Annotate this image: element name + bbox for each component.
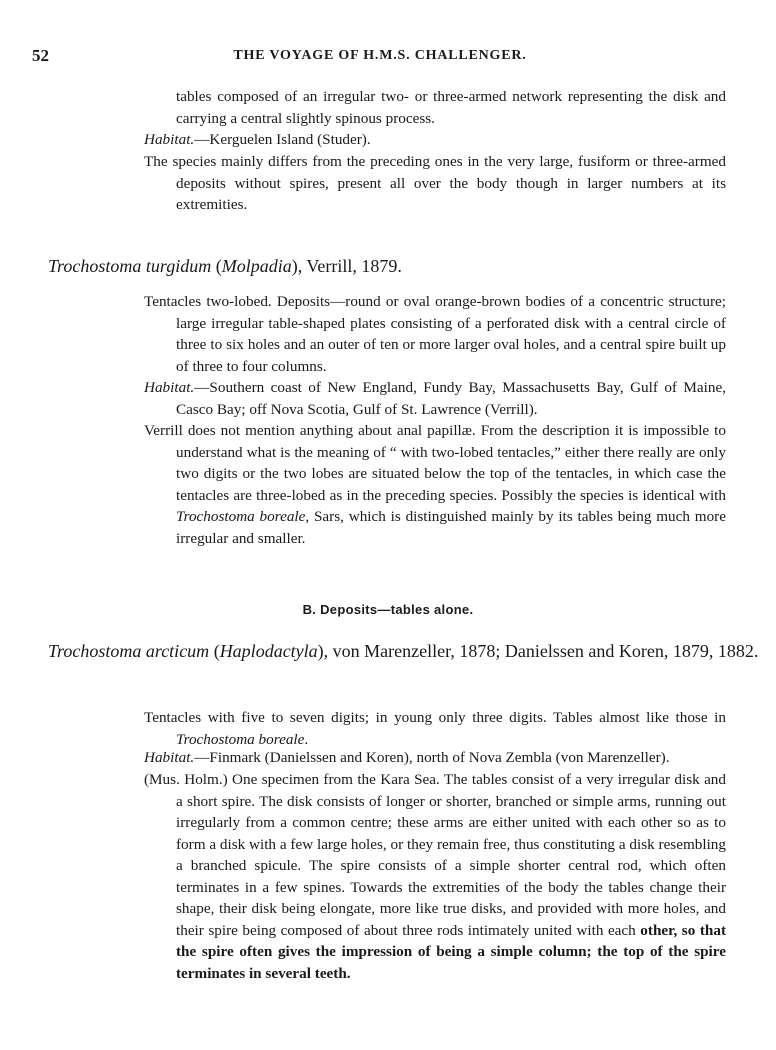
description-end: .	[304, 730, 309, 748]
turgidum-remark	[144, 420, 726, 549]
genus-name: Trochostoma	[48, 641, 142, 661]
species-authority: ), von Marenzeller, 1878; Danielssen and Koren, 1879, 1882.	[317, 641, 759, 661]
remark-text-bold: other, so that the spire often gives the impression of being a simple column; the top of the spire terminates in several teeth.	[176, 921, 726, 982]
species-name: arcticum	[145, 641, 210, 661]
page-number: 52	[32, 46, 49, 65]
species-name: turgidum	[145, 256, 212, 276]
habitat-label: Habitat.	[144, 749, 195, 766]
open-paren: (	[209, 641, 220, 661]
turgidum-description: Tentacles two-lobed. Deposits—round or oval orange-brown bodies of a concentric structure; large irregular table-shaped plates consisting of a perforated disk with a central circle of three to six holes and an outer of ten or more larger oval holes, and a central spire built up of three to four columns.	[144, 293, 726, 375]
habitat-text: —Kerguelen Island (Studer).	[194, 131, 371, 148]
page-header	[32, 46, 728, 70]
habitat-text: —Finmark (Danielssen and Koren), north of Nova Zembla (von Marenzeller).	[194, 749, 670, 766]
continuation-paragraph: tables composed of an irregular two- or three-armed network representing the disk and carrying a central slightly spinous process.	[176, 88, 726, 127]
open-paren: (	[211, 256, 222, 276]
remark-text: Verrill does not mention anything about anal papillæ. From the description it is impossible to understand what is the meaning of “ with two-lobed tentacles,” either there really are only two digits or the two lobes are situated below the top of the tentacles, in which case the tentacles are three-lobed as in the preceding species. Possibly the species is identical with	[144, 422, 726, 504]
section-heading: B. Deposits—tables alone.	[302, 602, 474, 617]
habitat-label: Habitat.	[144, 131, 195, 148]
species-authority: ), Verrill, 1879.	[291, 256, 402, 276]
running-title: THE VOYAGE OF H.M.S. CHALLENGER.	[233, 48, 527, 63]
remark-text: (Mus. Holm.) One specimen from the Kara Sea. The tables consist of a very irregular disk and a short spire. The disk consists of longer or shorter, branched or simple arms, running out irregularly from a common centre; these arms are either united with each other so as to form a disk with a few large holes, or they remain free, thus constituting a disk resembling a branched spicule. The spire consists of a simple shorter central rod, which often terminates in a few spines. Towards the extremities of the body the tables change their shape, their disk being elongate, more like true disks, and provided with more holes, and their spire being composed of about three rods intimately united with each	[144, 771, 726, 939]
species-heading-arcticum	[48, 640, 776, 663]
species-reference: Trochostoma boreale	[176, 508, 306, 525]
habitat-label: Habitat.	[144, 379, 195, 396]
subgenus-name: Molpadia	[221, 256, 292, 276]
subgenus-name: Haplodactyla	[219, 641, 318, 661]
arcticum-description	[144, 707, 726, 750]
description-text: Tentacles with five to seven digits; in young only three digits. Tables almost like those in	[144, 709, 726, 726]
remark-text-end: , Sars, which is distinguished mainly by its tables being much more irregular and smaller.	[176, 508, 726, 547]
species-reference: Trochostoma boreale	[176, 730, 305, 748]
genus-name: Trochostoma	[48, 256, 142, 276]
kerguelen-habitat	[144, 129, 726, 151]
habitat-text: —Southern coast of New England, Fundy Bay, Massachusetts Bay, Gulf of Maine, Casco Bay; off Nova Scotia, Gulf of St. Lawrence (Verrill).	[176, 379, 726, 418]
preceding-species-remark: The species mainly differs from the preceding ones in the very large, fusiform or three-armed deposits without spires, present all over the body though in larger numbers at its extremities.	[144, 153, 726, 213]
arcticum-remark	[144, 769, 726, 984]
arcticum-habitat	[144, 747, 726, 769]
turgidum-habitat	[144, 377, 726, 420]
species-heading-turgidum	[48, 255, 728, 278]
